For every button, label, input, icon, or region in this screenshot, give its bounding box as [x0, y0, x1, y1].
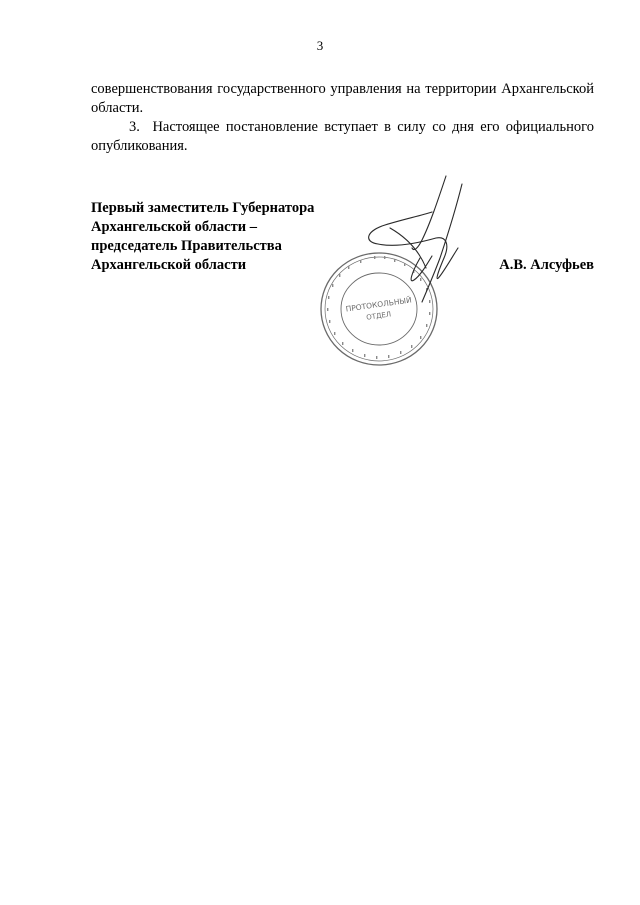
handwritten-signature	[360, 172, 470, 322]
signer-position-line: председатель Правительства	[91, 238, 282, 254]
signer-position-line: Архангельской области	[91, 257, 247, 273]
signer-name: А.В. Алсуфьев	[499, 257, 594, 273]
signer-position-line: Первый заместитель Губернатора	[91, 200, 315, 216]
paragraph-3	[91, 118, 594, 156]
body-text	[91, 80, 594, 156]
paragraph-3-marker: 3.	[129, 119, 140, 135]
paragraph-3-text: Настоящее постановление вступает в силу со дня его официального опубликования.	[91, 119, 594, 154]
stamp-center-text-line2: ОТДЕЛ	[365, 310, 392, 322]
signer-position	[91, 199, 314, 275]
signer-position-line: Архангельской области –	[91, 219, 257, 235]
stamp-center-text-line1: ПРОТОКОЛЬНЫЙ	[345, 295, 413, 314]
page-number: 3	[316, 38, 324, 53]
paragraph-continuation: совершенствования государственного управления на территории Архангельской области.	[91, 81, 594, 116]
